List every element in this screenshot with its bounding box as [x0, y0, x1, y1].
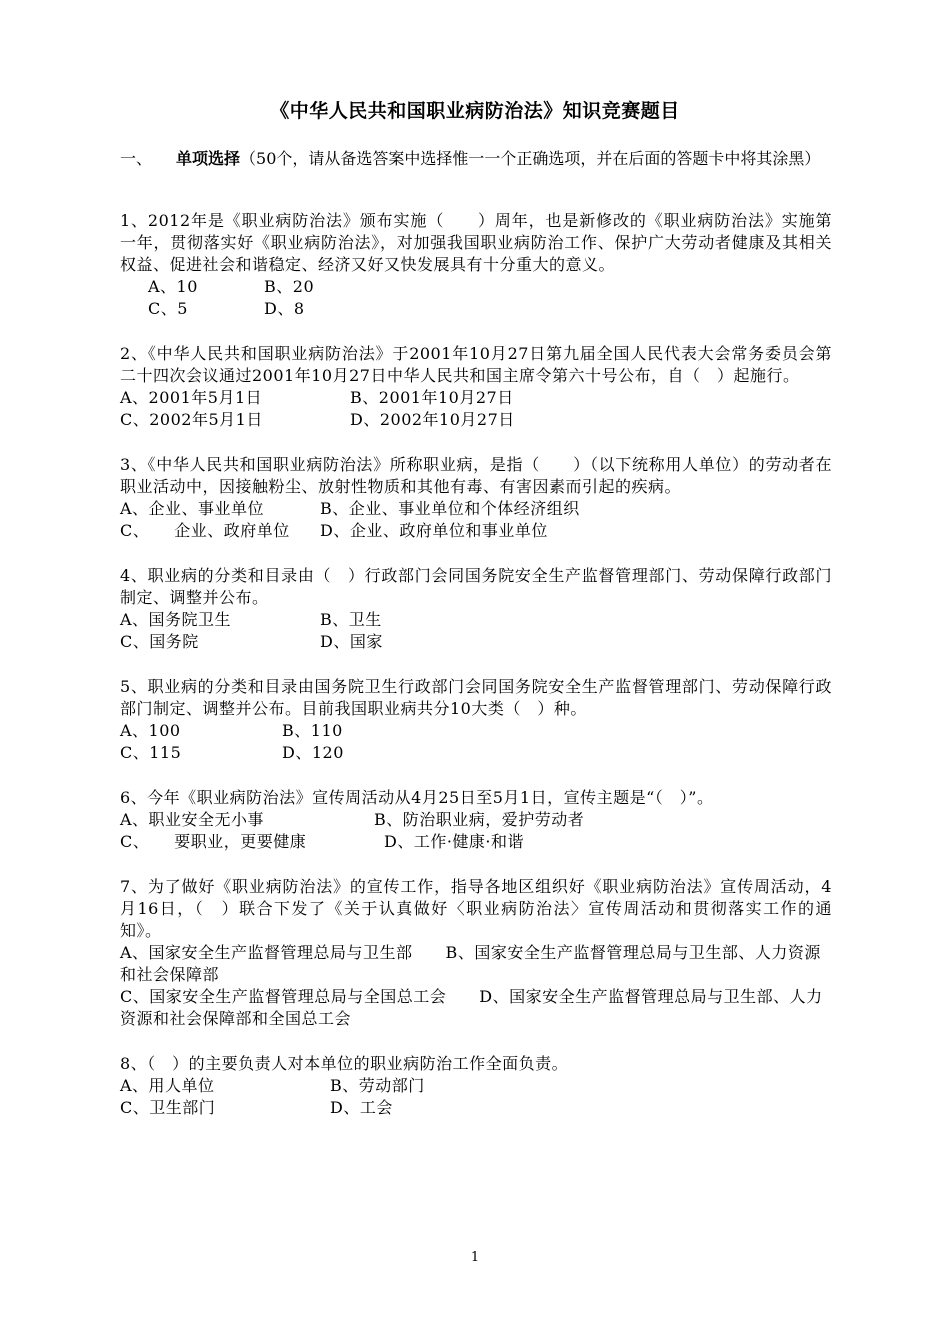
option-b: B、2001年10月27日: [350, 388, 514, 407]
option-b: B、劳动部门: [330, 1076, 425, 1095]
option-d: D、工作·健康·和谐: [384, 832, 525, 851]
question-8: [120, 1053, 832, 1119]
question-options: [120, 1075, 832, 1119]
question-options: [120, 387, 832, 431]
section-instruction: （50个，请从备选答案中选择惟一一个正确选项，并在后面的答题卡中将其涂黑）: [240, 149, 821, 168]
section-number: 一、: [120, 149, 153, 168]
option-a: A、用人单位: [120, 1076, 215, 1095]
option-b: B、20: [264, 277, 315, 296]
question-stem: 5、职业病的分类和目录由国务院卫生行政部门会同国务院安全生产监督管理部门、劳动保障行政部门制定、调整并公布。目前我国职业病共分10大类（ ）种。: [120, 677, 832, 718]
question-options: [120, 498, 832, 542]
option-c: C、 要职业，更要健康: [120, 832, 307, 851]
question-3: [120, 454, 832, 542]
option-c: C、 企业、政府单位: [120, 521, 290, 540]
option-d: D、国家: [320, 632, 383, 651]
option-d: D、工会: [330, 1098, 393, 1117]
question-stem: 1、2012年是《职业病防治法》颁布实施（ ）周年，也是新修改的《职业病防治法》实施第一年，贯彻落实好《职业病防治法》，对加强我国职业病防治工作、保护广大劳动者健康及其相关权益、促进社会和谐稳定、经济又好又快发展具有十分重大的意义。: [120, 211, 832, 274]
option-b: B、企业、事业单位和个体经济组织: [320, 499, 580, 518]
option-d: D、8: [264, 299, 305, 318]
question-options: [120, 942, 832, 1030]
question-1: [120, 210, 832, 320]
question-stem: 8、（ ）的主要负责人对本单位的职业病防治工作全面负责。: [120, 1054, 569, 1073]
option-d: D、企业、政府单位和事业单位: [320, 521, 548, 540]
option-a: A、2001年5月1日: [120, 388, 263, 407]
question-stem: 3、《中华人民共和国职业病防治法》所称职业病，是指（ ）（以下统称用人单位）的劳动者在职业活动中，因接触粉尘、放射性物质和其他有毒、有害因素而引起的疾病。: [120, 455, 832, 496]
option-d: D、2002年10月27日: [350, 410, 515, 429]
option-c-d: C、国家安全生产监督管理总局与全国总工会 D、国家安全生产监督管理总局与卫生部、人力资源和社会保障部和全国总工会: [120, 987, 823, 1028]
question-options: [120, 276, 832, 320]
option-b: B、防治职业病，爱护劳动者: [374, 810, 585, 829]
page-number: 1: [470, 1250, 480, 1265]
section-header: [120, 148, 840, 170]
option-d: D、120: [282, 743, 344, 762]
question-options: [120, 720, 832, 764]
question-options: [120, 609, 832, 653]
question-options: [120, 809, 832, 853]
question-stem: 7、为了做好《职业病防治法》的宣传工作，指导各地区组织好《职业病防治法》宣传周活动，4月16日，（ ）联合下发了《关于认真做好〈职业病防治法〉宣传周活动和贯彻落实工作的通知》。: [120, 877, 832, 940]
option-a-b: A、国家安全生产监督管理总局与卫生部 B、国家安全生产监督管理总局与卫生部、人力资源和社会保障部: [120, 943, 821, 984]
option-a: A、企业、事业单位: [120, 499, 265, 518]
question-6: [120, 787, 832, 853]
option-a: A、10: [148, 277, 198, 296]
question-7: [120, 876, 832, 1030]
option-b: B、卫生: [320, 610, 382, 629]
option-c: C、2002年5月1日: [120, 410, 263, 429]
question-4: [120, 565, 832, 653]
question-stem: 6、今年《职业病防治法》宣传周活动从4月25日至5月1日，宣传主题是“（ ）”。: [120, 788, 714, 807]
question-stem: 4、职业病的分类和目录由（ ）行政部门会同国务院安全生产监督管理部门、劳动保障行政部门制定、调整并公布。: [120, 566, 832, 607]
document-title: 《中华人民共和国职业病防治法》知识竞赛题目: [270, 100, 680, 122]
option-a: A、职业安全无小事: [120, 810, 265, 829]
option-c: C、卫生部门: [120, 1098, 216, 1117]
option-c: C、国务院: [120, 632, 199, 651]
question-2: [120, 343, 832, 431]
option-c: C、5: [148, 299, 188, 318]
question-5: [120, 676, 832, 764]
question-stem: 2、《中华人民共和国职业病防治法》于2001年10月27日第九届全国人民代表大会常务委员会第二十四次会议通过2001年10月27日中华人民共和国主席令第六十号公布，自（ ）起施行。: [120, 344, 832, 385]
option-a: A、国务院卫生: [120, 610, 232, 629]
option-b: B、110: [282, 721, 343, 740]
question-list: [120, 210, 832, 1142]
option-a: A、100: [120, 721, 181, 740]
section-heading: 单项选择: [176, 149, 241, 168]
option-c: C、115: [120, 743, 182, 762]
